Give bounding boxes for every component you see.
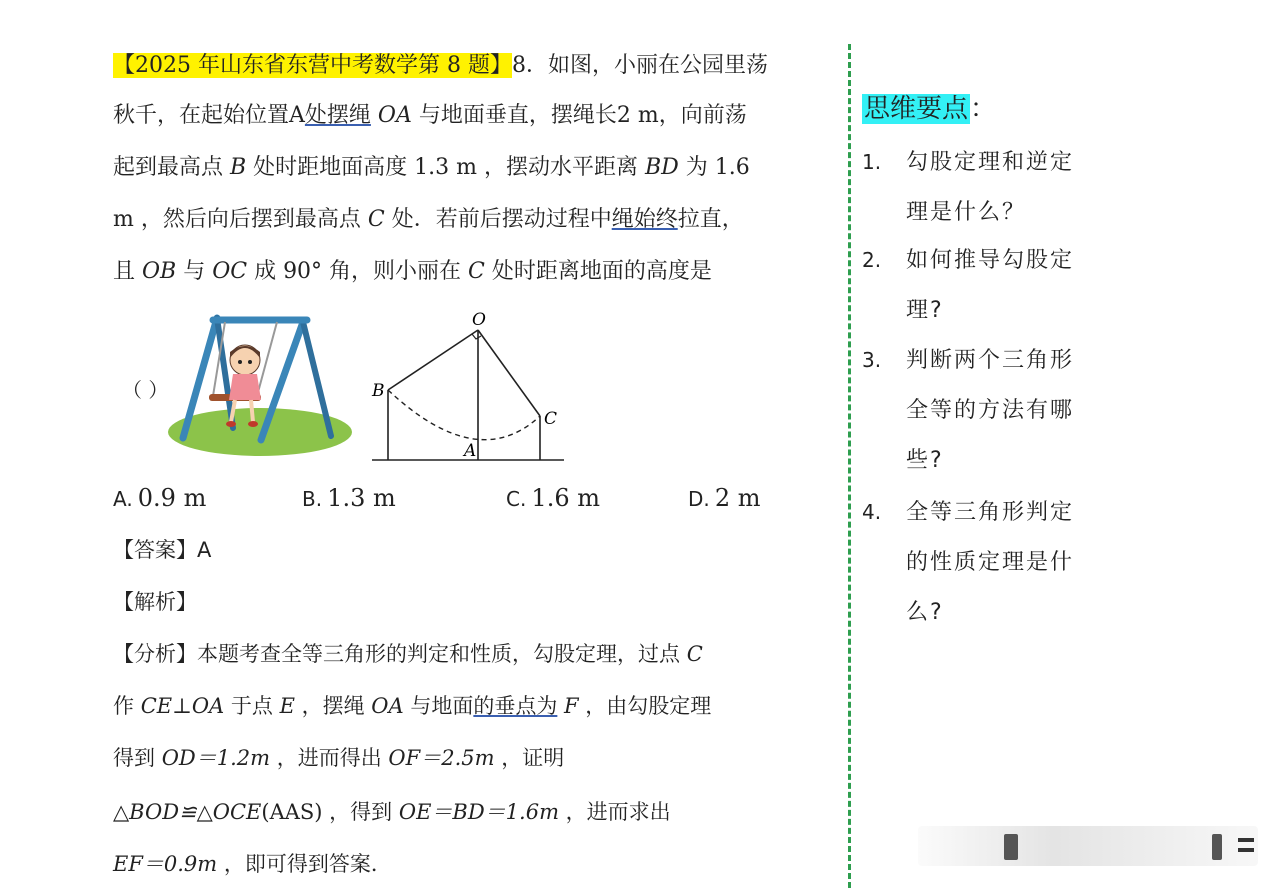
fenxi-line-1: 【分析】本题考查全等三角形的判定和性质，勾股定理，过点 C — [113, 642, 703, 666]
blurred-watermark — [918, 826, 1258, 866]
column-divider — [848, 44, 851, 888]
sidebar-item-1-num: 1. — [862, 150, 882, 174]
label-B: B — [372, 381, 385, 401]
question-source-tag: 【2025 年山东省东营中考数学第 8 题】 — [113, 53, 512, 78]
swing-illustration — [165, 310, 355, 460]
fenxi-line-4: △BOD≌△OCE(AAS) ，得到 OE＝BD＝1.6m ，进而求出 — [113, 800, 671, 824]
rope-OB — [388, 330, 478, 390]
answer-line: 【答案】A — [113, 538, 212, 562]
question-line-4: m ，然后向后摆到最高点 C 处．若前后摆动过程中绳始终拉直， — [113, 207, 744, 232]
analysis-label: 【解析】 — [113, 590, 197, 614]
question-line-1: 【2025 年山东省东营中考数学第 8 题】8．如图，小丽在公园里荡 — [113, 53, 768, 78]
answer-blank: （ ） — [122, 378, 169, 402]
watermark-line-2 — [1238, 848, 1254, 852]
sidebar-item-3: 判断两个三角形 全等的方法有哪 些? — [906, 348, 1075, 473]
watermark-line-1 — [1238, 838, 1254, 842]
answer-value: A — [197, 538, 212, 562]
swing-arc — [388, 390, 540, 440]
question-line-3: 起到最高点 B 处时距地面高度 1.3 m ，摆动水平距离 BD 为 1.6 — [113, 155, 750, 180]
label-O: O — [472, 310, 486, 330]
watermark-mark-right — [1212, 834, 1222, 860]
option-c[interactable]: C. 1.6 m — [506, 484, 600, 512]
label-A: A — [464, 441, 477, 461]
option-a[interactable]: A. 0.9 m — [113, 484, 207, 512]
watermark-mark-left — [1004, 834, 1018, 860]
fenxi-line-2: 作 CE⊥OA 于点 E ，摆绳 OA 与地面的垂点为 F ，由勾股定理 — [113, 694, 712, 718]
sidebar-item-4-num: 4. — [862, 500, 882, 524]
sidebar-item-3-num: 3. — [862, 348, 882, 372]
rope-OC — [478, 330, 540, 416]
sidebar-item-2: 如何推导勾股定 理? — [906, 248, 1075, 323]
fenxi-line-5: EF＝0.9m ，即可得到答案． — [113, 852, 392, 876]
sidebar-item-1: 勾股定理和逆定 理是什么？ — [906, 150, 1075, 225]
sidebar-title: 思维要点： — [864, 94, 997, 124]
label-C: C — [544, 409, 558, 429]
geometry-diagram — [366, 306, 570, 466]
question-line-2: 秋千，在起始位置A处摆绳 OA 与地面垂直，摆绳长2 m，向前荡 — [113, 103, 747, 128]
girl-dress — [229, 374, 261, 400]
option-b[interactable]: B. 1.3 m — [302, 484, 396, 512]
sidebar-item-4: 全等三角形判定 的性质定理是什 么? — [906, 500, 1075, 625]
sidebar-item-2-num: 2. — [862, 248, 882, 272]
fenxi-line-3: 得到 OD＝1.2m ，进而得出 OF＝2.5m ，证明 — [113, 746, 565, 770]
right-angle-mark — [472, 334, 481, 339]
option-d[interactable]: D. 2 m — [688, 484, 761, 512]
question-line-5: 且 OB 与 OC 成 90° 角，则小丽在 C 处时距离地面的高度是 — [113, 259, 712, 284]
